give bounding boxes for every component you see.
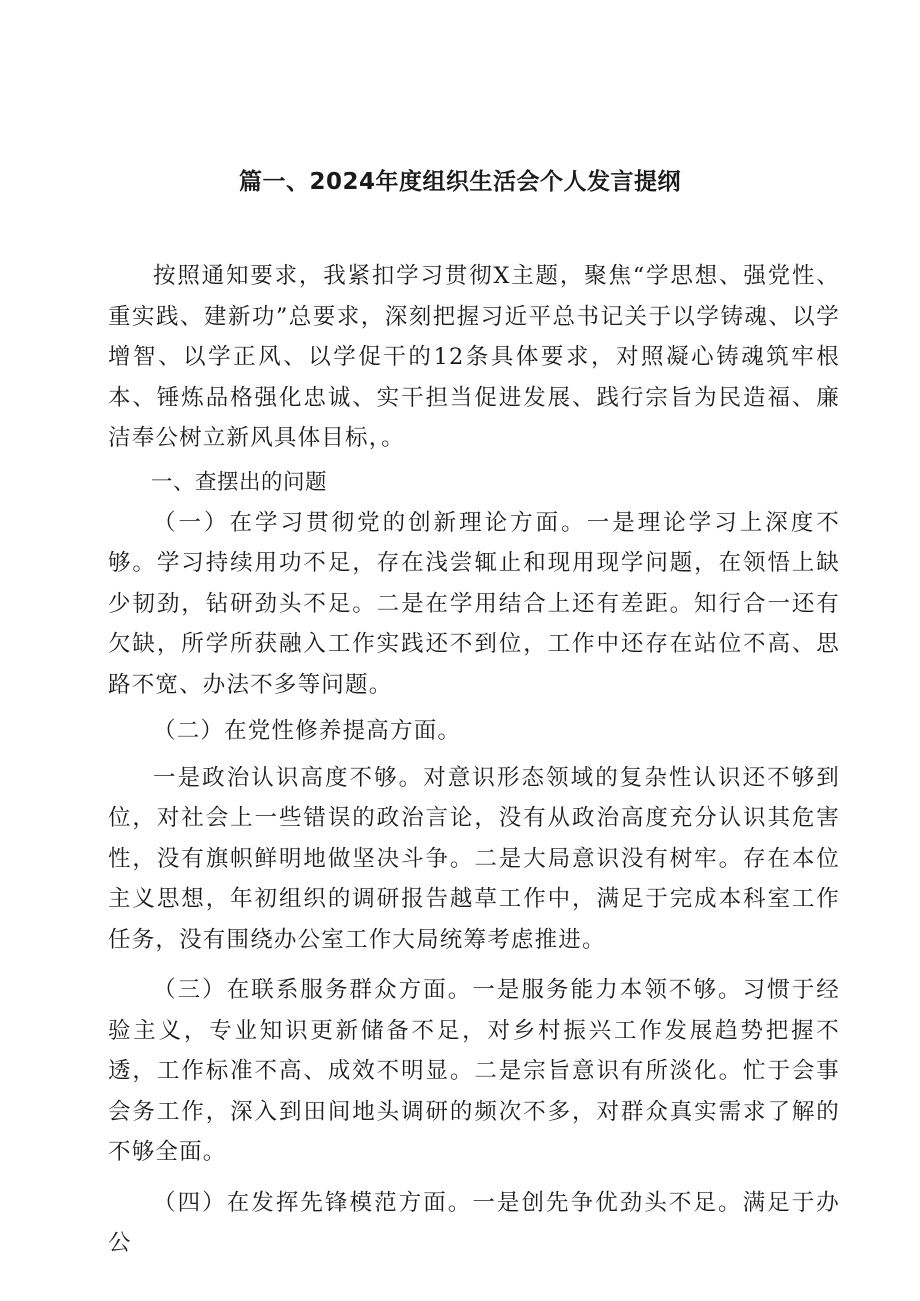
section-heading: 一、查摆出的问题 xyxy=(151,469,328,495)
document-body xyxy=(108,256,840,1264)
intro-paragraph: 按照通知要求，我紧扣学习贯彻X主题，聚焦“学思想、强党性、重实践、建新功”总要求，深刻把握习近平总书记关于以学铸魂、以学增智、以学正风、以学促干的12条具体要求，对照凝心铸魂筑牢根本、锤炼品格强化忠诚、实干担当促进发展、践行宗旨为民造福、廉洁奉公树立新风具体目标，。 xyxy=(108,263,840,451)
paragraph-serving-masses: （三）在联系服务群众方面。一是服务能力本领不够。习惯于经验主义，专业知识更新储备不足，对乡村振兴工作发展趋势把握不透，工作标准不高、成效不明显。二是宗旨意识有所淡化。忙于会事会务工作，深入到田间地头调研的频次不多，对群众真实需求了解的不够全面。 xyxy=(108,977,840,1165)
paragraph-theory-study: （一）在学习贯彻党的创新理论方面。一是理论学习上深度不够。学习持续用功不足，存在浅尝辄止和现用现学问题，在领悟上缺少韧劲，钻研劲头不足。二是在学用结合上还有差距。知行合一还有欠缺，所学所获融入工作实践还不到位，工作中还存在站位不高、思路不宽、办法不多等问题。 xyxy=(108,509,840,698)
paragraph-party-spirit-heading: （二）在党性修养提高方面。 xyxy=(153,718,462,744)
paragraph-vanguard-role: （四）在发挥先锋模范方面。一是创先争优劲头不足。满足于办公 xyxy=(108,1189,840,1256)
paragraph-political-awareness: 一是政治认识高度不够。对意识形态领域的复杂性认识还不够到位，对社会上一些错误的政治言论，没有从政治高度充分认识其危害性，没有旗帜鲜明地做坚决斗争。二是大局意识没有树牢。存在本位主义思想，年初组织的调研报告越草工作中，满足于完成本科室工作任务，没有围绕办公室工作大局统筹考虑推进。 xyxy=(108,764,840,953)
document-title: 篇一、2024年度组织生活会个人发言提纲 xyxy=(238,169,681,195)
